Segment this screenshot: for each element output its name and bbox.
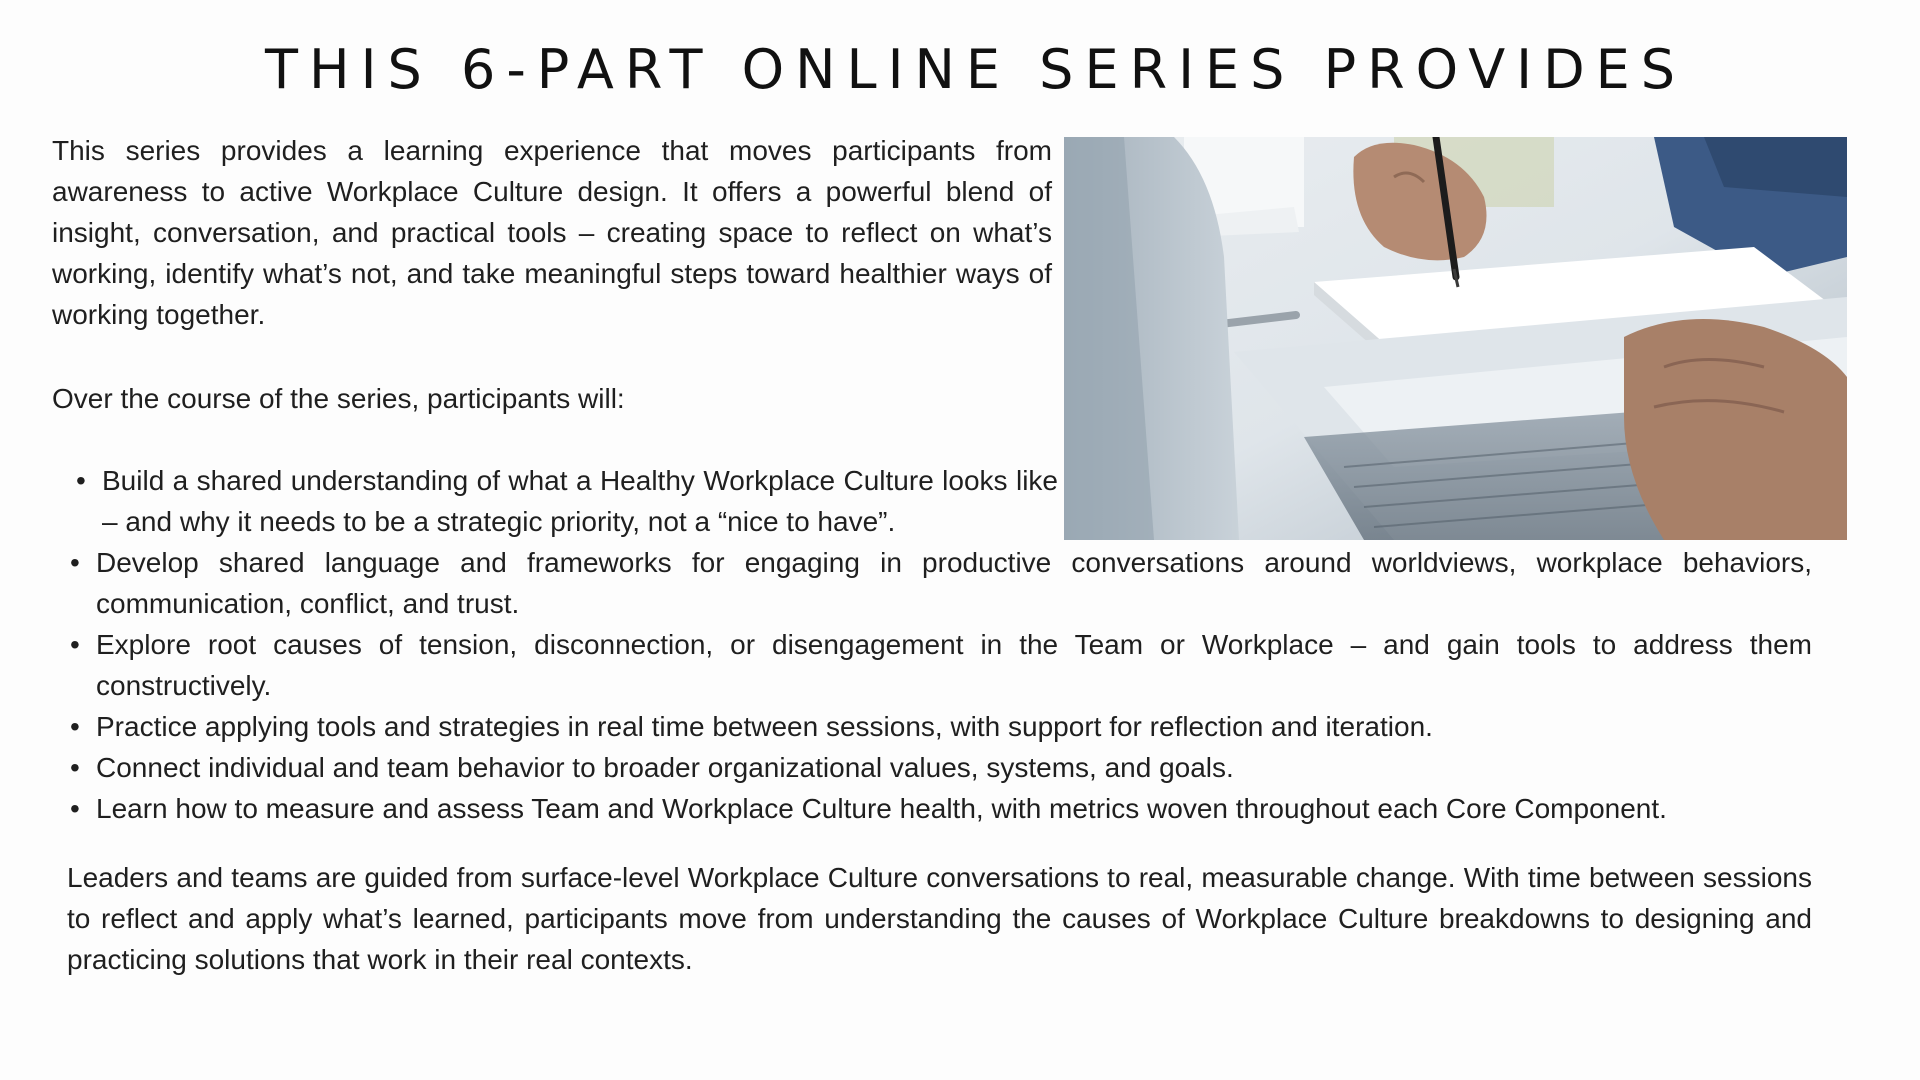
list-item: • Build a shared understanding of what a Healthy Workplace Culture looks like – and why it needs to be a strategic priority, not a “nice to have”. [52, 460, 1058, 542]
list-item: • Explore root causes of tension, disconnection, or disengagement in the Team or Workplace – and gain tools to address them constructively. [52, 624, 1812, 706]
page-title: THIS 6-PART ONLINE SERIES PROVIDES [265, 38, 1687, 101]
list-item: • Practice applying tools and strategies in real time between sessions, with support for reflection and iteration. [52, 706, 1812, 747]
list-item: • Develop shared language and frameworks for engaging in productive conversations around worldviews, workplace behaviors, communication, conflict, and trust. [52, 542, 1812, 624]
list-item: • Connect individual and team behavior to broader organizational values, systems, and goals. [52, 747, 1812, 788]
intro-paragraph: This series provides a learning experience that moves participants from awareness to active Workplace Culture design. It offers a powerful blend of insight, conversation, and practical tools – creating space to reflect on what’s working, identify what’s not, and take meaningful steps toward healthier ways of working together. [52, 135, 1052, 330]
closing-paragraph: Leaders and teams are guided from surface-level Workplace Culture conversations to real, measurable change. With time between sessions to reflect and apply what’s learned, participants move from understanding the causes of Workplace Culture breakdowns to designing and practicing solutions that work in their real contexts. [67, 862, 1812, 975]
outcomes-list [52, 460, 1812, 829]
list-item: • Learn how to measure and assess Team and Workplace Culture health, with metrics woven throughout each Core Component. [52, 788, 1812, 829]
lead-sentence: Over the course of the series, participants will: [52, 383, 625, 414]
